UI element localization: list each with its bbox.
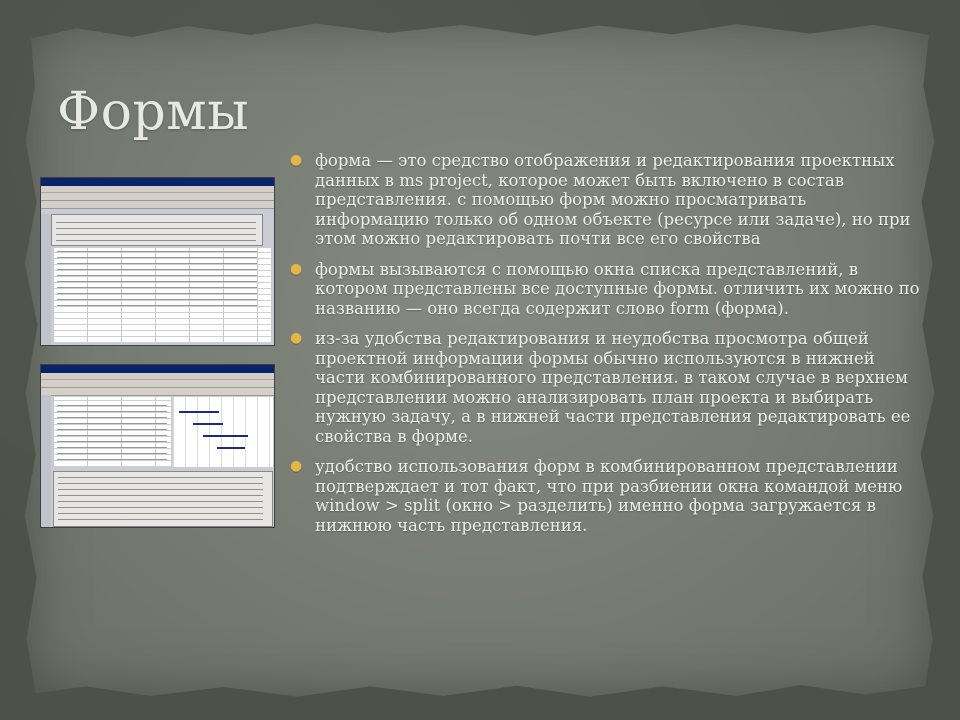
window-toolbar (41, 193, 274, 201)
window-menubar (41, 373, 274, 380)
window-toolbar-2 (41, 388, 274, 396)
window-toolbar-2 (41, 201, 274, 209)
form-details-grid (53, 248, 271, 343)
gantt-chart-area (173, 397, 273, 467)
window-titlebar (41, 365, 274, 373)
window-toolbar (41, 380, 274, 388)
bullet-text: из-за удобства редактирования и неудобства просмотра общей проектной информации формы обычно используются в нижней части комбинированного представления. в таком случае в верхнем представлении можно анализировать план проекта и выбирать нужную задачу, а в нижней части представления редактировать ее свойства в форме. (315, 329, 911, 446)
ms-project-form-screenshot (40, 177, 275, 346)
task-table-grid (53, 397, 171, 467)
bullet-text: формы вызываются с помощью окна списка представлений, в котором представлены все доступные формы. отличить их можно по названию — оно всегда содержит слово form (форма). (315, 259, 920, 318)
slide-title: Формы (57, 82, 250, 142)
bullet-list (290, 151, 920, 546)
bullet-item (290, 151, 920, 249)
task-form-panel (51, 214, 263, 246)
bullet-dot-icon: ● (290, 260, 303, 277)
window-menubar (41, 186, 274, 193)
bullet-text: удобство использования форм в комбинированном представлении подтверждает и тот факт, что при разбиении окна командой меню window > split (окно > разделить) именно форма загружается в нижнюю часть представления. (315, 457, 903, 535)
bullet-item (290, 329, 920, 446)
ms-project-combined-view-screenshot (40, 364, 275, 528)
bullet-dot-icon: ● (290, 152, 303, 168)
bullet-item (290, 457, 920, 535)
view-bar (41, 214, 51, 345)
bullet-text: форма — это средство отображения и редактирования проектных данных в ms project, которое может быть включено в состав представления. с помощью форм можно просматривать информацию только об одном объекте (ресурсе или задаче), но при этом можно редактировать почти все его свойства (315, 151, 911, 248)
bullet-dot-icon: ● (290, 330, 303, 346)
view-bar (41, 395, 51, 527)
bullet-item (290, 260, 920, 319)
task-form-bottom-pane (53, 471, 273, 527)
window-titlebar (41, 178, 274, 186)
bullet-dot-icon: ● (290, 458, 303, 474)
